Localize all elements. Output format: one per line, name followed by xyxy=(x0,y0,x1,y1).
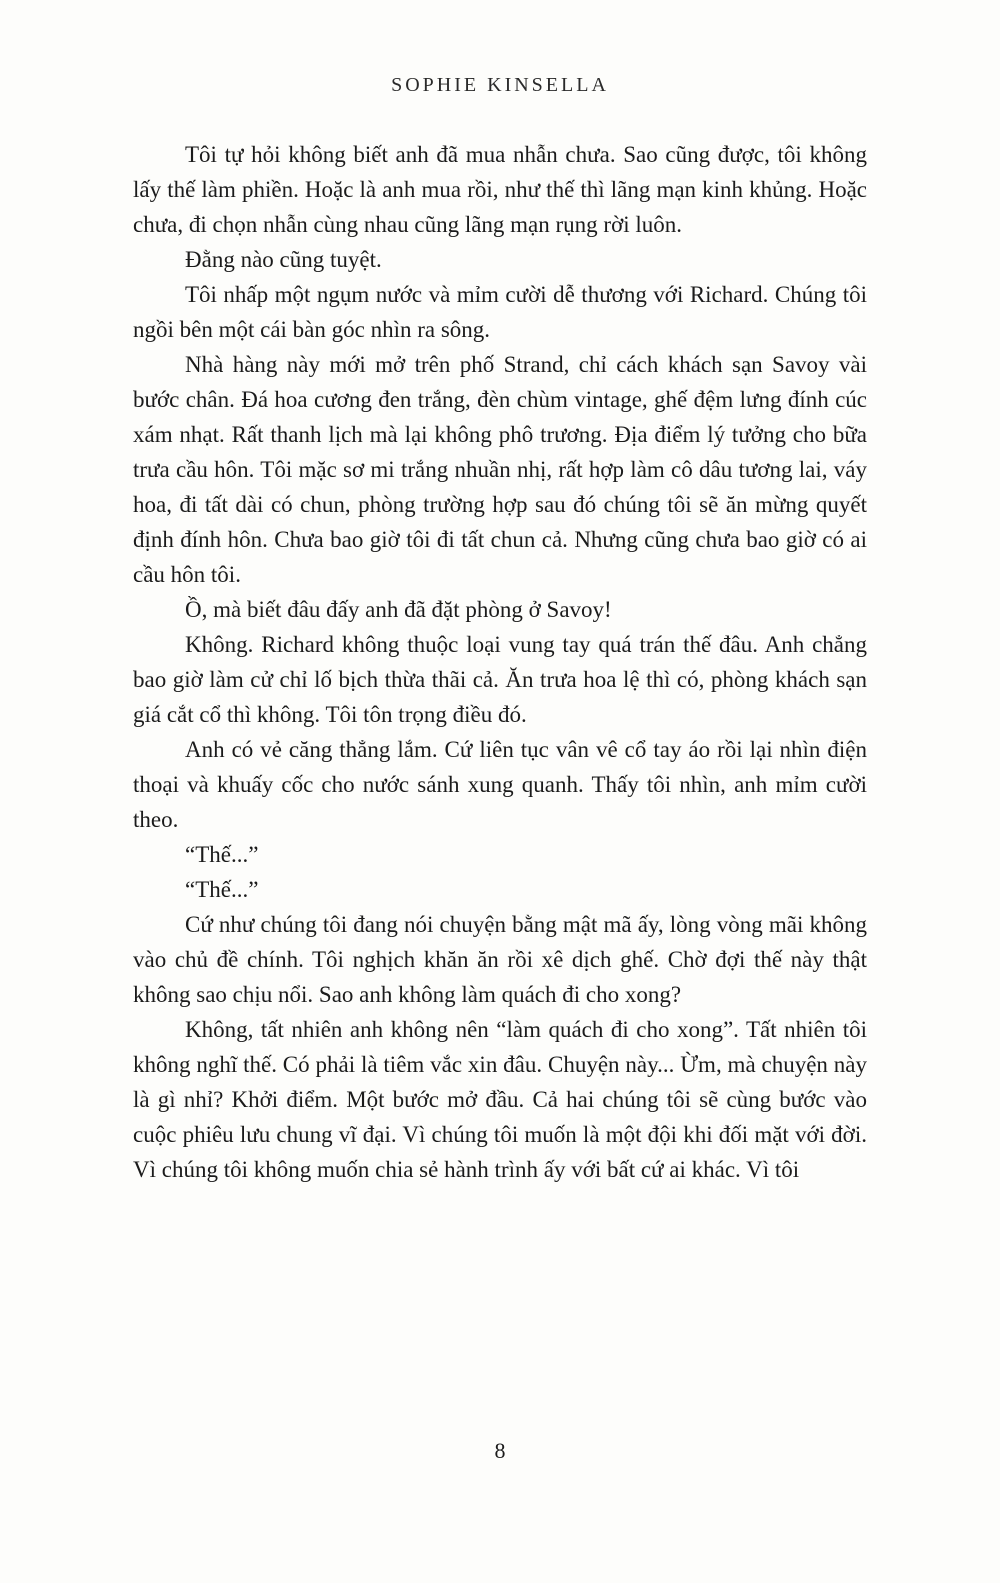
paragraph: Không. Richard không thuộc loại vung tay quá trán thế đâu. Anh chẳng bao giờ làm cử chỉ lố bịch thừa thãi cả. Ăn trưa hoa lệ thì có, phòng khách sạn giá cắt cổ thì không. Tôi tôn trọng điều đó. xyxy=(133,632,867,727)
paragraph: “Thế...” xyxy=(185,877,259,902)
paragraph: Cứ như chúng tôi đang nói chuyện bằng mật mã ấy, lòng vòng mãi không vào chủ đề chính. Tôi nghịch khăn ăn rồi xê dịch ghế. Chờ đợi thế này thật không sao chịu nổi. Sao anh không làm quách đi cho xong? xyxy=(133,912,867,1007)
page-number: 8 xyxy=(494,1438,506,1463)
running-header: SOPHIE KINSELLA xyxy=(391,74,609,96)
paragraph: “Thế...” xyxy=(185,842,259,867)
paragraph: Anh có vẻ căng thẳng lắm. Cứ liên tục vân vê cổ tay áo rồi lại nhìn điện thoại và khuấy cốc cho nước sánh xung quanh. Thấy tôi nhìn, anh mỉm cười theo. xyxy=(133,737,867,832)
paragraph: Không, tất nhiên anh không nên “làm quách đi cho xong”. Tất nhiên tôi không nghĩ thế. Có phải là tiêm vắc xin đâu. Chuyện này... Ừm, mà chuyện này là gì nhỉ? Khởi điểm. Một bước mở đầu. Cả hai chúng tôi sẽ cùng bước vào cuộc phiêu lưu chung vĩ đại. Vì chúng tôi muốn là một đội khi đối mặt với đời. Vì chúng tôi không muốn chia sẻ hành trình ấy với bất cứ ai khác. Vì tôi xyxy=(133,1017,867,1182)
paragraph: Ồ, mà biết đâu đấy anh đã đặt phòng ở Savoy! xyxy=(185,597,612,622)
paragraph: Nhà hàng này mới mở trên phố Strand, chỉ cách khách sạn Savoy vài bước chân. Đá hoa cương đen trắng, đèn chùm vintage, ghế đệm lưng đính cúc xám nhạt. Rất thanh lịch mà lại không phô trương. Địa điểm lý tưởng cho bữa trưa cầu hôn. Tôi mặc sơ mi trắng nhuần nhị, rất hợp làm cô dâu tương lai, váy hoa, đi tất dài có chun, phòng trường hợp sau đó chúng tôi sẽ ăn mừng quyết định đính hôn. Chưa bao giờ tôi đi tất chun cả. Nhưng cũng chưa bao giờ có ai cầu hôn tôi. xyxy=(133,352,867,587)
body-text xyxy=(133,137,867,1187)
paragraph: Tôi tự hỏi không biết anh đã mua nhẫn chưa. Sao cũng được, tôi không lấy thế làm phiền. Hoặc là anh mua rồi, như thế thì lãng mạn kinh khủng. Hoặc chưa, đi chọn nhẫn cùng nhau cũng lãng mạn rụng rời luôn. xyxy=(133,142,867,237)
paragraph: Tôi nhấp một ngụm nước và mỉm cười dễ thương với Richard. Chúng tôi ngồi bên một cái bàn góc nhìn ra sông. xyxy=(133,282,867,342)
paragraph: Đằng nào cũng tuyệt. xyxy=(185,247,382,272)
